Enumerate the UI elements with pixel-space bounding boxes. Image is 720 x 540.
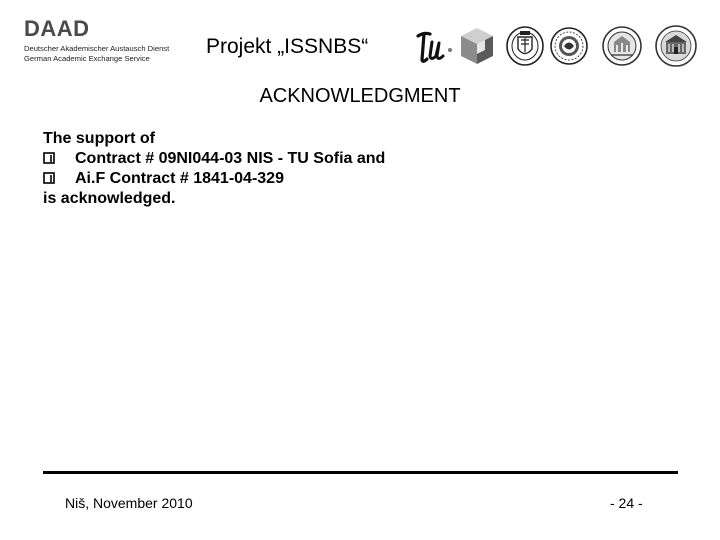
daad-english-name: German Academic Exchange Service: [24, 54, 150, 63]
outro-text: is acknowledged.: [43, 190, 176, 207]
university-seal-icon: [654, 24, 698, 68]
daad-german-name: Deutscher Akademischer Austausch Dienst: [24, 44, 170, 53]
checkbox-bullet-icon: [43, 172, 55, 184]
list-item: [43, 169, 284, 188]
list-item-text: Ai.F Contract # 1841-04-329: [75, 170, 284, 187]
footer-divider: [43, 471, 678, 474]
slide-heading: ACKNOWLEDGMENT: [259, 85, 461, 107]
checkbox-bullet-icon: [43, 152, 55, 164]
page-number: - 24 -: [610, 495, 643, 511]
daad-logo-text: DAAD: [24, 16, 90, 41]
list-item: [43, 149, 385, 168]
university-seal-icon: [505, 25, 545, 67]
intro-text: The support of: [43, 130, 155, 147]
footer-place-date: Niš, November 2010: [65, 495, 193, 511]
tu-script-logo: [414, 26, 458, 66]
university-seal-icon: [601, 25, 643, 67]
project-title: Projekt „ISSNBS“: [206, 35, 369, 58]
cube-logo: [458, 24, 496, 68]
list-item-text: Contract # 09NI044-03 NIS - TU Sofia and: [75, 150, 386, 167]
university-seal-icon: [549, 25, 589, 67]
